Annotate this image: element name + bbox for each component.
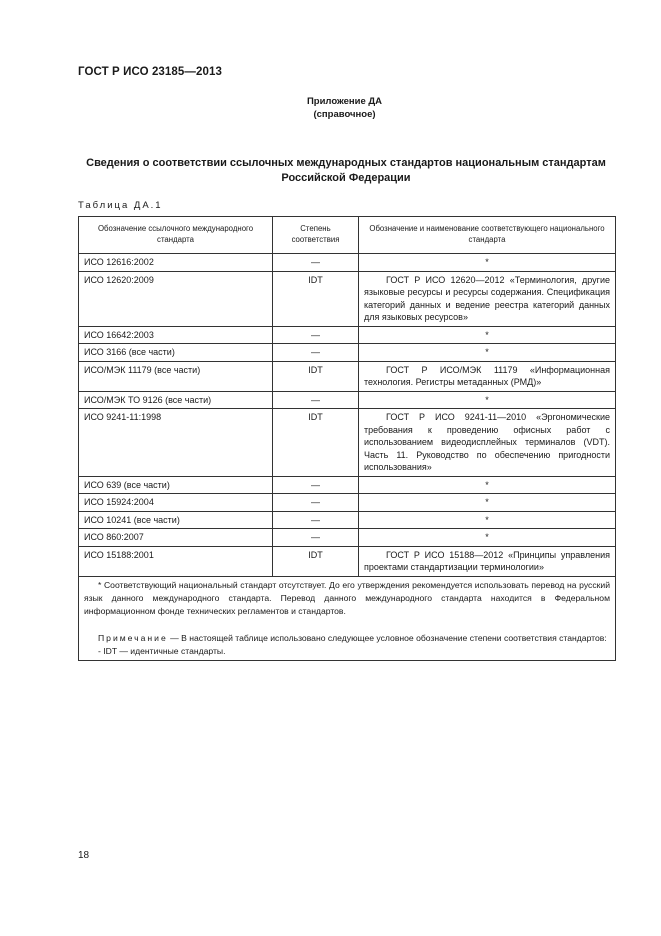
table-row xyxy=(79,391,616,409)
note-text: — В настоящей таблице использовано следующее условное обозначение степени соответствия стандартов: xyxy=(170,632,607,643)
table-note xyxy=(84,632,610,645)
degree-cell: IDT xyxy=(273,409,359,477)
table-row xyxy=(79,476,616,494)
degree-cell: IDT xyxy=(273,546,359,576)
reference-cell: ИСО 12616:2002 xyxy=(79,254,273,272)
degree-cell: — xyxy=(273,529,359,547)
column-header-degree: Степень соответствия xyxy=(273,217,359,254)
table-notes-row xyxy=(79,576,616,660)
national-cell: * xyxy=(359,391,616,409)
national-cell: * xyxy=(359,254,616,272)
column-header-reference: Обозначение ссылочного международного стандарта xyxy=(79,217,273,254)
reference-cell: ИСО 9241-11:1998 xyxy=(79,409,273,477)
reference-cell: ИСО 860:2007 xyxy=(79,529,273,547)
national-cell: * xyxy=(359,476,616,494)
note-label: Примечание xyxy=(98,632,168,643)
degree-cell: — xyxy=(273,391,359,409)
national-cell: ГОСТ Р ИСО 9241-11—2010 «Эргономические требования к проведению офисных работ с использованием видеодисплейных терминалов (VDT). Часть 11. Руководство по обеспечению пригодности использования» xyxy=(359,409,616,477)
reference-cell: ИСО 12620:2009 xyxy=(79,271,273,326)
table-header-row xyxy=(79,217,616,254)
reference-cell: ИСО/МЭК ТО 9126 (все части) xyxy=(79,391,273,409)
national-cell: * xyxy=(359,494,616,512)
degree-cell: — xyxy=(273,476,359,494)
section-heading-line-1: Сведения о соответствии ссылочных международных стандартов национальным стандартам xyxy=(86,157,606,169)
degree-cell: — xyxy=(273,511,359,529)
table-row xyxy=(79,271,616,326)
national-cell: ГОСТ Р ИСО/МЭК 11179 «Информационная технология. Регистры метаданных (РМД)» xyxy=(359,361,616,391)
page-number: 18 xyxy=(78,850,90,861)
national-cell: * xyxy=(359,529,616,547)
reference-cell: ИСО 3166 (все части) xyxy=(79,344,273,362)
national-cell: ГОСТ Р ИСО 15188—2012 «Принципы управления проектами стандартизации терминологии» xyxy=(359,546,616,576)
table-footnote: * Соответствующий национальный стандарт отсутствует. До его утверждения рекомендуется использовать перевод на русский язык данного международного стандарта. Перевод данного международного стандарта находится в Федеральном информационном фонде технических регламентов и стандартов. xyxy=(84,579,610,616)
table-row xyxy=(79,494,616,512)
degree-cell: — xyxy=(273,494,359,512)
degree-cell: IDT xyxy=(273,361,359,391)
table-row xyxy=(79,326,616,344)
national-cell: * xyxy=(359,511,616,529)
reference-cell: ИСО 15188:2001 xyxy=(79,546,273,576)
reference-cell: ИСО 16642:2003 xyxy=(79,326,273,344)
table-row xyxy=(79,254,616,272)
table-row xyxy=(79,361,616,391)
table-row xyxy=(79,344,616,362)
table-row xyxy=(79,529,616,547)
appendix-subtitle: (справочное) xyxy=(313,109,376,120)
table-row xyxy=(79,511,616,529)
reference-cell: ИСО 639 (все части) xyxy=(79,476,273,494)
degree-cell: IDT xyxy=(273,271,359,326)
note-list-item: - IDT — идентичные стандарты. xyxy=(98,645,226,656)
column-header-national: Обозначение и наименование соответствующего национального стандарта xyxy=(359,217,616,254)
document-code: ГОСТ Р ИСО 23185—2013 xyxy=(78,66,223,78)
appendix-title-block xyxy=(0,95,661,121)
reference-cell: ИСО 15924:2004 xyxy=(79,494,273,512)
table-row xyxy=(79,409,616,477)
section-heading-line-2: Российской Федерации xyxy=(281,172,411,184)
national-cell: * xyxy=(359,344,616,362)
table-caption: Таблица ДА.1 xyxy=(78,200,163,211)
degree-cell: — xyxy=(273,344,359,362)
reference-cell: ИСО/МЭК 11179 (все части) xyxy=(79,361,273,391)
reference-cell: ИСО 10241 (все части) xyxy=(79,511,273,529)
table-row xyxy=(79,546,616,576)
national-cell: ГОСТ Р ИСО 12620—2012 «Терминология, другие языковые ресурсы и ресурсы содержания. Спецификация категорий данных и ведение реестра категорий данных для языковых ресурсов» xyxy=(359,271,616,326)
degree-cell: — xyxy=(273,254,359,272)
section-heading xyxy=(78,156,614,186)
degree-cell: — xyxy=(273,326,359,344)
correspondence-table xyxy=(78,216,616,661)
national-cell: * xyxy=(359,326,616,344)
table-notes-cell xyxy=(79,576,616,660)
appendix-title: Приложение ДА xyxy=(306,96,383,107)
